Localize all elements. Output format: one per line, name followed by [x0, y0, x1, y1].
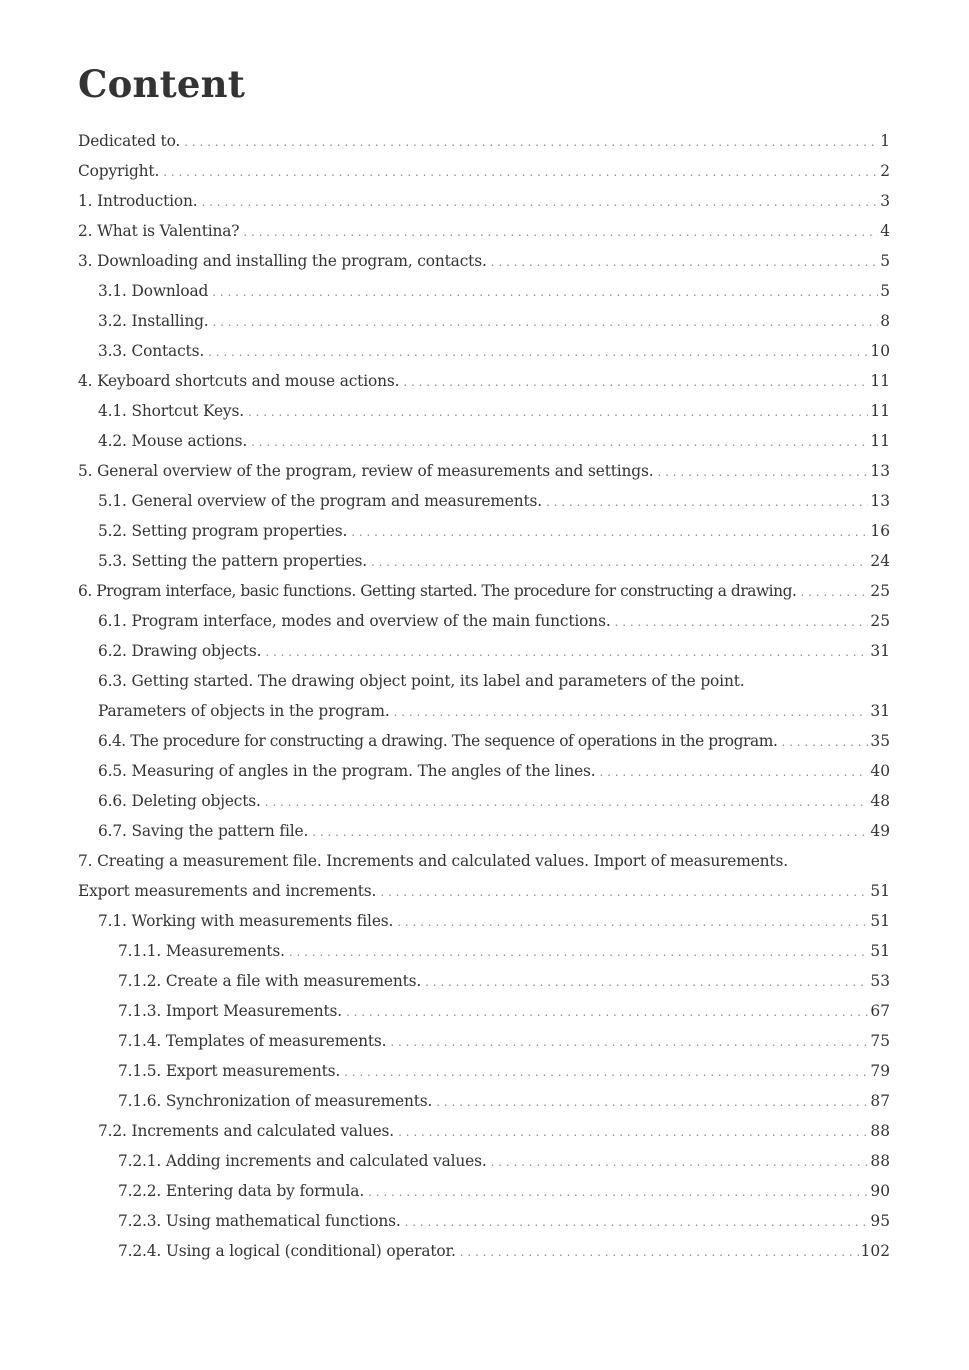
toc-entry-6-1[interactable] [78, 606, 890, 636]
dot-leader [436, 1087, 868, 1117]
toc-entry-text: 4.1. Shortcut Keys. [98, 402, 244, 420]
toc-entry-text-line1: 6.3. Getting started. The drawing object point, its label and parameters of the point. [98, 672, 745, 690]
toc-entry-text: 7.1.3. Import Measurements. [118, 1002, 343, 1020]
toc-entry-text: 7.1.2. Create a file with measurements. [118, 972, 422, 990]
toc-page-number: 25 [870, 612, 890, 630]
toc-page-number: 3 [880, 192, 890, 210]
toc-entry-7-1-3[interactable] [78, 996, 890, 1026]
dot-leader [390, 1027, 868, 1057]
dot-leader [405, 1207, 869, 1237]
toc-page-number: 102 [860, 1242, 890, 1260]
toc-entry-text: 4. Keyboard shortcuts and mouse actions. [78, 372, 400, 390]
toc-entry-line2 [78, 696, 890, 726]
dot-leader [460, 1237, 859, 1267]
toc-entry-text: 7.1.5. Export measurements. [118, 1062, 341, 1080]
toc-entry-7-1-6[interactable] [78, 1086, 890, 1116]
dot-leader [213, 307, 879, 337]
dot-leader [781, 727, 868, 757]
toc-entry-text: 3.2. Installing. [98, 312, 209, 330]
toc-entry-4-1[interactable] [78, 396, 890, 426]
toc-page-number: 90 [870, 1182, 890, 1200]
dot-leader [212, 277, 878, 307]
toc-entry-text: 7.2.1. Adding increments and calculated values. [118, 1152, 487, 1170]
toc-entry-3[interactable] [78, 246, 890, 276]
toc-entry-7-2-4[interactable] [78, 1236, 890, 1266]
toc-page-number: 95 [870, 1212, 890, 1230]
toc-page-number: 53 [870, 972, 890, 990]
toc-entry-text: 4.2. Mouse actions. [98, 432, 248, 450]
toc-entry-text: 7.1.1. Measurements. [118, 942, 285, 960]
toc-page-number: 8 [880, 312, 890, 330]
toc-page-number: 40 [870, 762, 890, 780]
dot-leader [202, 187, 879, 217]
toc-page-number: 5 [880, 282, 890, 300]
toc-page-number: 4 [880, 222, 890, 240]
toc-page-number: 49 [870, 822, 890, 840]
dot-leader [346, 997, 868, 1027]
toc-entry-text: 3. Downloading and installing the program, contacts. [78, 252, 487, 270]
dot-leader [248, 397, 868, 427]
toc-entry-7[interactable] [78, 846, 890, 906]
toc-entry-line2 [78, 876, 890, 906]
toc-page-number: 51 [870, 912, 890, 930]
toc-entry-4-2[interactable] [78, 426, 890, 456]
dot-leader [658, 457, 869, 487]
toc-entry-text: 7.1.6. Synchronization of measurements. [118, 1092, 433, 1110]
dot-leader [368, 1177, 868, 1207]
toc-entry-text: 5.3. Setting the pattern properties. [98, 552, 368, 570]
dot-leader [265, 787, 869, 817]
dot-leader [243, 217, 878, 247]
toc-entry-text: 6.4. The procedure for constructing a drawing. The sequence of operations in the program. [98, 732, 778, 750]
toc-entry-text: Parameters of objects in the program. [98, 702, 390, 720]
toc-entry-text: 6.2. Drawing objects. [98, 642, 262, 660]
toc-page-number: 75 [870, 1032, 890, 1050]
dot-leader [425, 967, 868, 997]
toc-entry-text: 7.1. Working with measurements files. [98, 912, 394, 930]
toc-entry-7-1-5[interactable] [78, 1056, 890, 1086]
toc-entry-7-2-3[interactable] [78, 1206, 890, 1236]
dot-leader [289, 937, 869, 967]
toc-entry-6-7[interactable] [78, 816, 890, 846]
toc-page-number: 51 [870, 882, 890, 900]
toc-entry-5-2[interactable] [78, 516, 890, 546]
toc-entry-text: Dedicated to. [78, 132, 181, 150]
toc-page-number: 35 [870, 732, 890, 750]
toc-entry-text: 1. Introduction. [78, 192, 198, 210]
dot-leader [351, 517, 868, 547]
toc-entry-5[interactable] [78, 456, 890, 486]
toc-entry-7-1-2[interactable] [78, 966, 890, 996]
toc-entry-4[interactable] [78, 366, 890, 396]
toc-page-number: 2 [880, 162, 890, 180]
toc-page-number: 13 [870, 462, 890, 480]
toc-entry-6-5[interactable] [78, 756, 890, 786]
toc-entry-text: 7.2.2. Entering data by formula. [118, 1182, 365, 1200]
dot-leader [491, 1147, 869, 1177]
toc-entry-6-6[interactable] [78, 786, 890, 816]
toc-page [78, 58, 890, 1266]
dot-leader [394, 697, 869, 727]
toc-page-number: 25 [870, 582, 890, 600]
toc-page-number: 5 [880, 252, 890, 270]
toc-entry-text-line1: 7. Creating a measurement file. Increments and calculated values. Import of measurements. [78, 852, 788, 870]
toc-entry-text: 6. Program interface, basic functions. Getting started. The procedure for constructing a drawing. [78, 582, 797, 600]
dot-leader [546, 487, 868, 517]
toc-list [78, 126, 890, 1266]
toc-entry-2[interactable] [78, 216, 890, 246]
toc-entry-7-1[interactable] [78, 906, 890, 936]
toc-entry-3-1[interactable] [78, 276, 890, 306]
dot-leader [398, 1117, 868, 1147]
dot-leader [800, 577, 868, 607]
toc-page-number: 11 [870, 402, 890, 420]
dot-leader [397, 907, 868, 937]
toc-entry-text: 5. General overview of the program, review of measurements and settings. [78, 462, 654, 480]
toc-page-number: 11 [870, 372, 890, 390]
toc-entry-5-1[interactable] [78, 486, 890, 516]
toc-entry-7-2[interactable] [78, 1116, 890, 1146]
toc-entry-text: Copyright. [78, 162, 160, 180]
toc-entry-6[interactable] [78, 576, 890, 606]
toc-entry-text: 7.1.4. Templates of measurements. [118, 1032, 387, 1050]
dot-leader [312, 817, 868, 847]
toc-page-number: 10 [870, 342, 890, 360]
toc-page-number: 31 [870, 642, 890, 660]
toc-entry-text: 7.2. Increments and calculated values. [98, 1122, 395, 1140]
dot-leader [380, 877, 868, 907]
dot-leader [600, 757, 869, 787]
toc-entry-3-3[interactable] [78, 336, 890, 366]
toc-page-number: 48 [870, 792, 890, 810]
dot-leader [184, 127, 878, 157]
toc-entry-dedicated[interactable] [78, 126, 890, 156]
toc-entry-text: 6.6. Deleting objects. [98, 792, 261, 810]
toc-entry-5-3[interactable] [78, 546, 890, 576]
toc-entry-text: 5.2. Setting program properties. [98, 522, 348, 540]
toc-entry-text: Export measurements and increments. [78, 882, 377, 900]
toc-page-number: 87 [870, 1092, 890, 1110]
toc-page-number: 13 [870, 492, 890, 510]
toc-entry-text: 2. What is Valentina? [78, 222, 240, 240]
toc-entry-7-1-1[interactable] [78, 936, 890, 966]
toc-entry-text: 5.1. General overview of the program and measurements. [98, 492, 543, 510]
dot-leader [371, 547, 868, 577]
dot-leader [491, 247, 879, 277]
dot-leader [265, 637, 868, 667]
toc-entry-6-2[interactable] [78, 636, 890, 666]
dot-leader [163, 157, 878, 187]
toc-entry-7-2-2[interactable] [78, 1176, 890, 1206]
toc-entry-text: 6.5. Measuring of angles in the program. The angles of the lines. [98, 762, 596, 780]
toc-entry-text: 3.1. Download [98, 282, 209, 300]
toc-page-number: 24 [870, 552, 890, 570]
toc-entry-text: 3.3. Contacts. [98, 342, 205, 360]
toc-entry-copyright[interactable] [78, 156, 890, 186]
toc-page-number: 88 [870, 1152, 890, 1170]
toc-page-number: 88 [870, 1122, 890, 1140]
page-title: Content [78, 62, 246, 106]
toc-entry-text: 7.2.4. Using a logical (conditional) operator. [118, 1242, 456, 1260]
dot-leader [615, 607, 869, 637]
dot-leader [403, 367, 868, 397]
toc-page-number: 67 [870, 1002, 890, 1020]
toc-entry-1[interactable] [78, 186, 890, 216]
toc-page-number: 16 [870, 522, 890, 540]
toc-page-number: 11 [870, 432, 890, 450]
dot-leader [344, 1057, 868, 1087]
toc-entry-6-4[interactable] [78, 726, 890, 756]
dot-leader [208, 337, 868, 367]
toc-entry-text: 6.1. Program interface, modes and overview of the main functions. [98, 612, 611, 630]
dot-leader [251, 427, 868, 457]
toc-entry-7-2-1[interactable] [78, 1146, 890, 1176]
toc-page-number: 1 [880, 132, 890, 150]
toc-page-number: 51 [870, 942, 890, 960]
toc-entry-6-3[interactable] [78, 666, 890, 726]
toc-entry-text: 6.7. Saving the pattern file. [98, 822, 309, 840]
toc-entry-7-1-4[interactable] [78, 1026, 890, 1056]
toc-entry-text: 7.2.3. Using mathematical functions. [118, 1212, 401, 1230]
toc-entry-3-2[interactable] [78, 306, 890, 336]
toc-page-number: 79 [870, 1062, 890, 1080]
toc-page-number: 31 [870, 702, 890, 720]
